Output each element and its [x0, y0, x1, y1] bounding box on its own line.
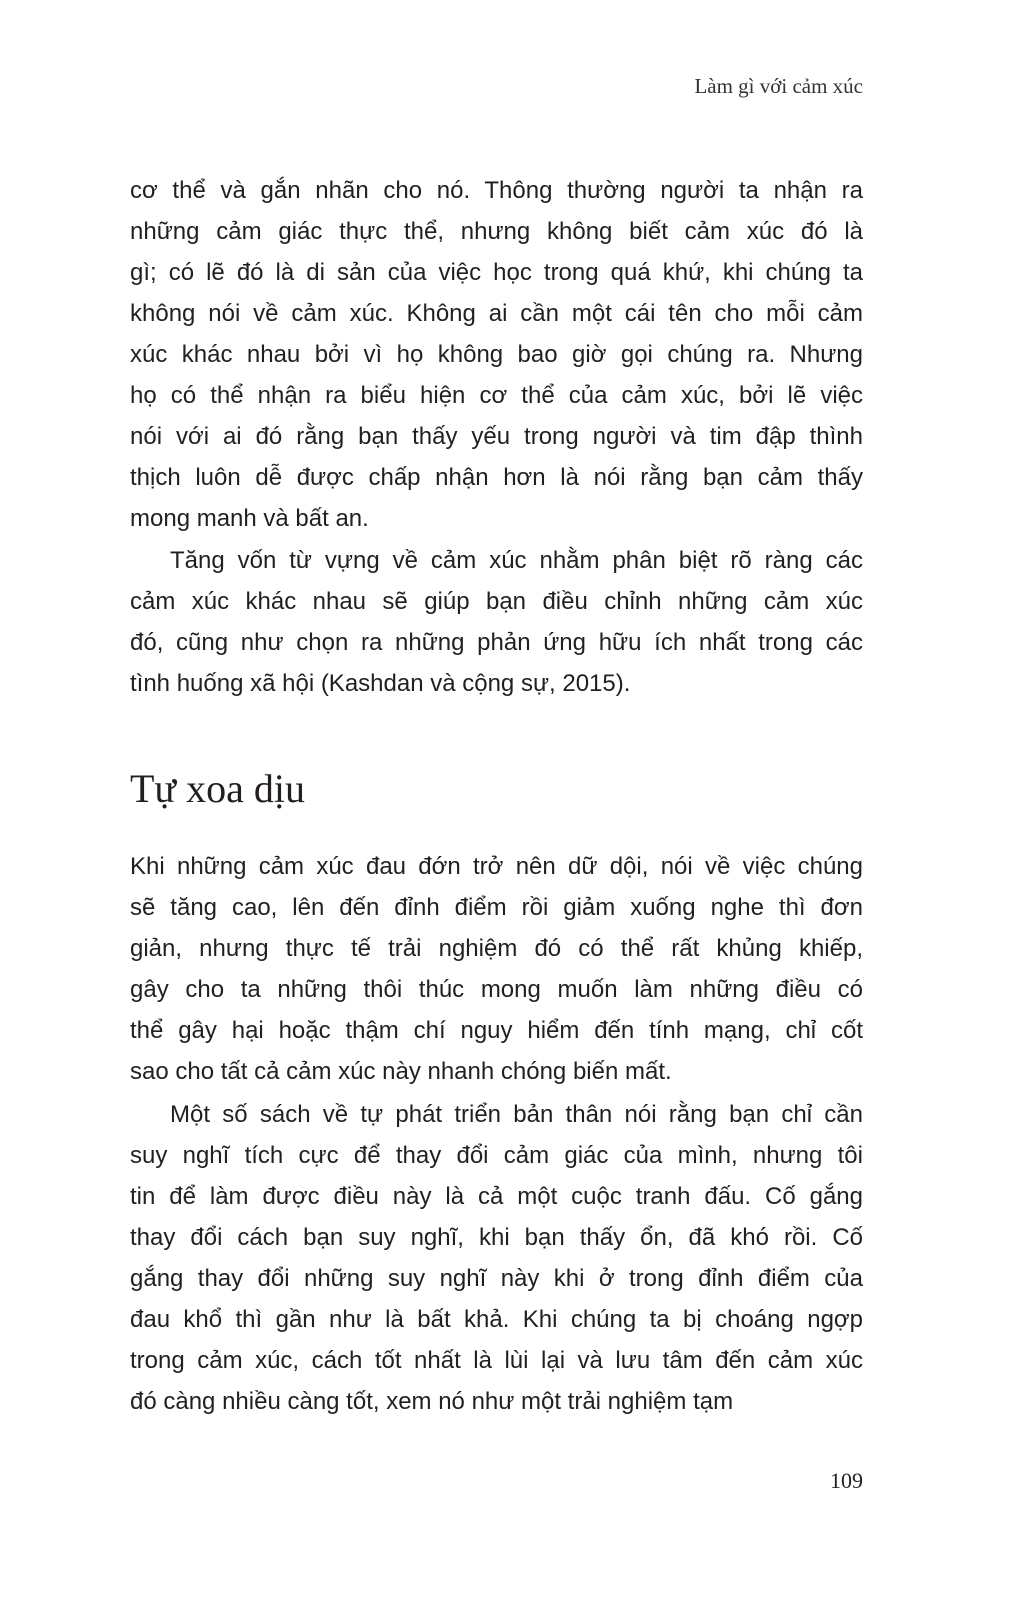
paragraph-body-4 — [130, 1094, 863, 1422]
text-line: Khi những cảm xúc đau đớn trở nên dữ dội, nói về việc chúng — [130, 853, 863, 880]
page-number: 109 — [830, 1468, 863, 1493]
text-line: thịch luôn dễ được chấp nhận hơn là nói rằng bạn cảm thấy — [130, 464, 863, 491]
text-line: gắng thay đổi những suy nghĩ này khi ở trong đỉnh điểm của — [130, 1265, 863, 1292]
text-line: mong manh và bất an. — [130, 505, 369, 532]
paragraph-body-1 — [130, 170, 863, 539]
section-heading: Tự xoa dịu — [130, 766, 305, 811]
text-line: thay đổi cách bạn suy nghĩ, khi bạn thấy ổn, đã khó rồi. Cố — [130, 1224, 863, 1251]
text-line: giản, nhưng thực tế trải nghiệm đó có thể rất khủng khiếp, — [130, 935, 863, 962]
text-line: không nói về cảm xúc. Không ai cần một cái tên cho mỗi cảm — [130, 300, 863, 327]
text-line: đó càng nhiều càng tốt, xem nó như một trải nghiệm tạm — [130, 1388, 734, 1415]
text-line: những cảm giác thực thể, nhưng không biết cảm xúc đó là — [130, 218, 863, 245]
text-line: suy nghĩ tích cực để thay đổi cảm giác của mình, nhưng tôi — [130, 1142, 863, 1169]
text-line: tin để làm được điều này là cả một cuộc tranh đấu. Cố gắng — [130, 1183, 863, 1210]
paragraph-body-3 — [130, 846, 863, 1092]
running-header-title: Làm gì với cảm xúc — [694, 74, 863, 98]
text-line: cảm xúc khác nhau sẽ giúp bạn điều chỉnh những cảm xúc — [130, 588, 863, 615]
text-line: sẽ tăng cao, lên đến đỉnh điểm rồi giảm xuống nghe thì đơn — [130, 894, 863, 921]
text-line: Một số sách về tự phát triển bản thân nói rằng bạn chỉ cần — [170, 1101, 863, 1128]
text-line: đau khổ thì gần như là bất khả. Khi chúng ta bị choáng ngợp — [130, 1306, 863, 1333]
text-line: Tăng vốn từ vựng về cảm xúc nhằm phân biệt rõ ràng các — [170, 547, 863, 574]
text-line: gây cho ta những thôi thúc mong muốn làm những điều có — [130, 976, 863, 1003]
text-line: sao cho tất cả cảm xúc này nhanh chóng biến mất. — [130, 1058, 672, 1085]
text-line: thể gây hại hoặc thậm chí nguy hiểm đến tính mạng, chỉ cốt — [130, 1017, 863, 1044]
text-line: nói với ai đó rằng bạn thấy yếu trong người và tim đập thình — [130, 423, 863, 450]
text-line: đó, cũng như chọn ra những phản ứng hữu ích nhất trong các — [130, 629, 863, 656]
text-line: gì; có lẽ đó là di sản của việc học trong quá khứ, khi chúng ta — [130, 259, 863, 286]
text-line: tình huống xã hội (Kashdan và cộng sự, 2015). — [130, 670, 631, 697]
text-line: họ có thể nhận ra biểu hiện cơ thể của cảm xúc, bởi lẽ việc — [130, 382, 863, 409]
text-line: trong cảm xúc, cách tốt nhất là lùi lại và lưu tâm đến cảm xúc — [130, 1347, 863, 1374]
text-line: cơ thể và gắn nhãn cho nó. Thông thường người ta nhận ra — [130, 177, 863, 204]
text-line: xúc khác nhau bởi vì họ không bao giờ gọi chúng ra. Nhưng — [130, 341, 863, 368]
paragraph-body-2 — [130, 540, 863, 704]
